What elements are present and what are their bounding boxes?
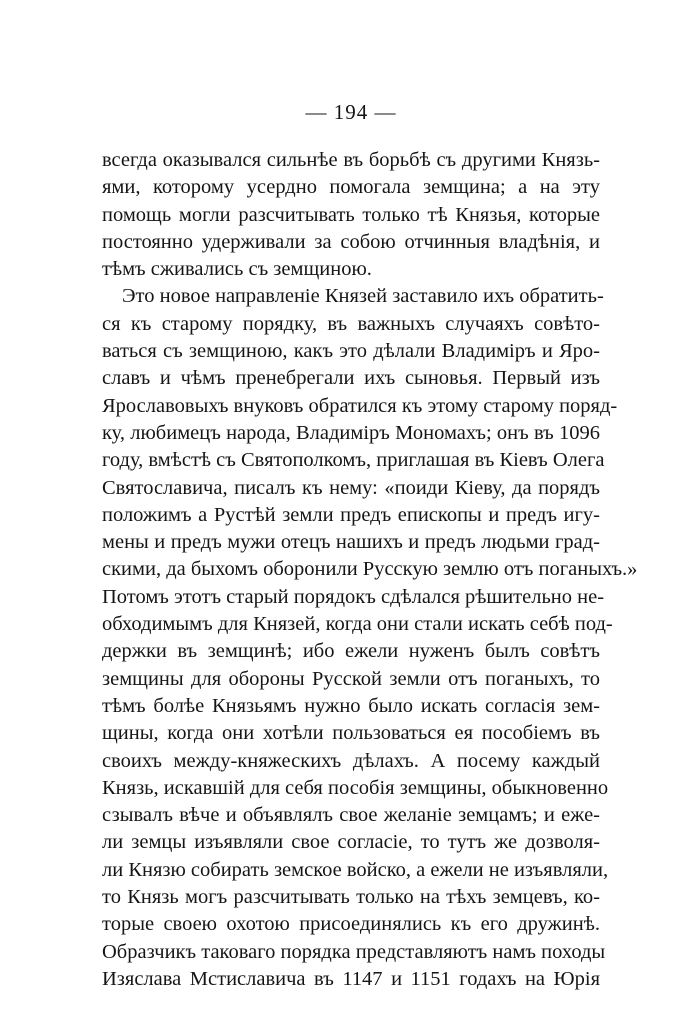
text-line: тѣмъ сживались съ земщиною. — [102, 258, 372, 281]
page-number: — 194 — — [305, 100, 397, 124]
text-line: Князь, искавшій для себя пособія земщины, обыкновенно — [102, 776, 609, 799]
text-line: Потомъ этотъ старый порядокъ сдѣлался рѣшительно не- — [102, 585, 605, 608]
text-line: торые своею охотою присоединялись къ его дружинѣ. — [102, 913, 600, 936]
text-line: держки въ земщинѣ; ибо ежели нуженъ былъ совѣтъ — [102, 640, 600, 663]
text-line: Ярославовыхъ внуковъ обратился къ этому старому поряд- — [102, 394, 618, 417]
text-line: Изяслава Мстиславича въ 1147 и 1151 годахъ на Юрія — [102, 967, 600, 990]
text-line: тѣмъ болѣе Князьямъ нужно было искать согласія зем- — [102, 694, 600, 717]
text-line: то Князь могъ разсчитывать только на тѣхъ земцевъ, ко- — [102, 886, 600, 909]
text-line: ваться съ земщиною, какъ это дѣлали Владиміръ и Яро- — [102, 340, 600, 363]
text-line: помощь могли разсчитывать только тѣ Князья, которые — [102, 203, 600, 226]
text-line: мены и предъ мужи отецъ нашихъ и предъ людьми град- — [102, 531, 600, 554]
text-line: щины, когда они хотѣли пользоваться ея пособіемъ въ — [102, 722, 600, 745]
text-line: всегда оказывался сильнѣе въ борьбѣ съ другими Князь- — [102, 149, 600, 171]
text-line: ли земцы изъявляли свое согласіе, то тутъ же дозволя- — [102, 831, 600, 854]
text-line: обходимымъ для Князей, когда они стали искать себѣ под- — [102, 613, 613, 636]
text-line: году, вмѣстѣ съ Святополкомъ, приглашая въ Кіевъ Олега — [102, 449, 605, 472]
text-line: ли Князю собирать земское войско, а ежели не изъявляли, — [102, 858, 609, 881]
text-line: положимъ а Рустѣй земли предъ епископы и предъ игу- — [102, 503, 600, 526]
text-line: ку, любимецъ народа, Владиміръ Мономахъ; онъ въ 1096 — [102, 421, 600, 444]
text-line: ся къ старому порядку, въ важныхъ случаяхъ совѣто- — [102, 312, 600, 335]
body-text — [102, 147, 638, 993]
text-line: славъ и чѣмъ пренебрегали ихъ сыновья. Первый изъ — [102, 367, 600, 390]
text-line: Святославича, писалъ къ нему: «поиди Кіеву, да порядъ — [102, 476, 600, 499]
text-line: Образчикъ таковаго порядка представляютъ намъ походы — [102, 940, 606, 963]
text-line: ями, которому усердно помогала земщина; а на эту — [102, 176, 600, 199]
text-line: скими, да быхомъ оборонили Русскую землю отъ поганыхъ.» — [102, 558, 638, 581]
paragraph-first-line: Это новое направленіе Князей заставило ихъ обратить- — [122, 285, 604, 308]
text-line: земщины для обороны Русской земли отъ поганыхъ, то — [102, 667, 600, 690]
text-line: постоянно удерживали за собою отчинныя владѣнія, и — [102, 230, 600, 253]
text-line: своихъ между-княжескихъ дѣлахъ. А посему каждый — [102, 749, 600, 772]
text-line: сзывалъ вѣче и объявлялъ свое желаніе земцамъ; и eже- — [102, 804, 600, 827]
